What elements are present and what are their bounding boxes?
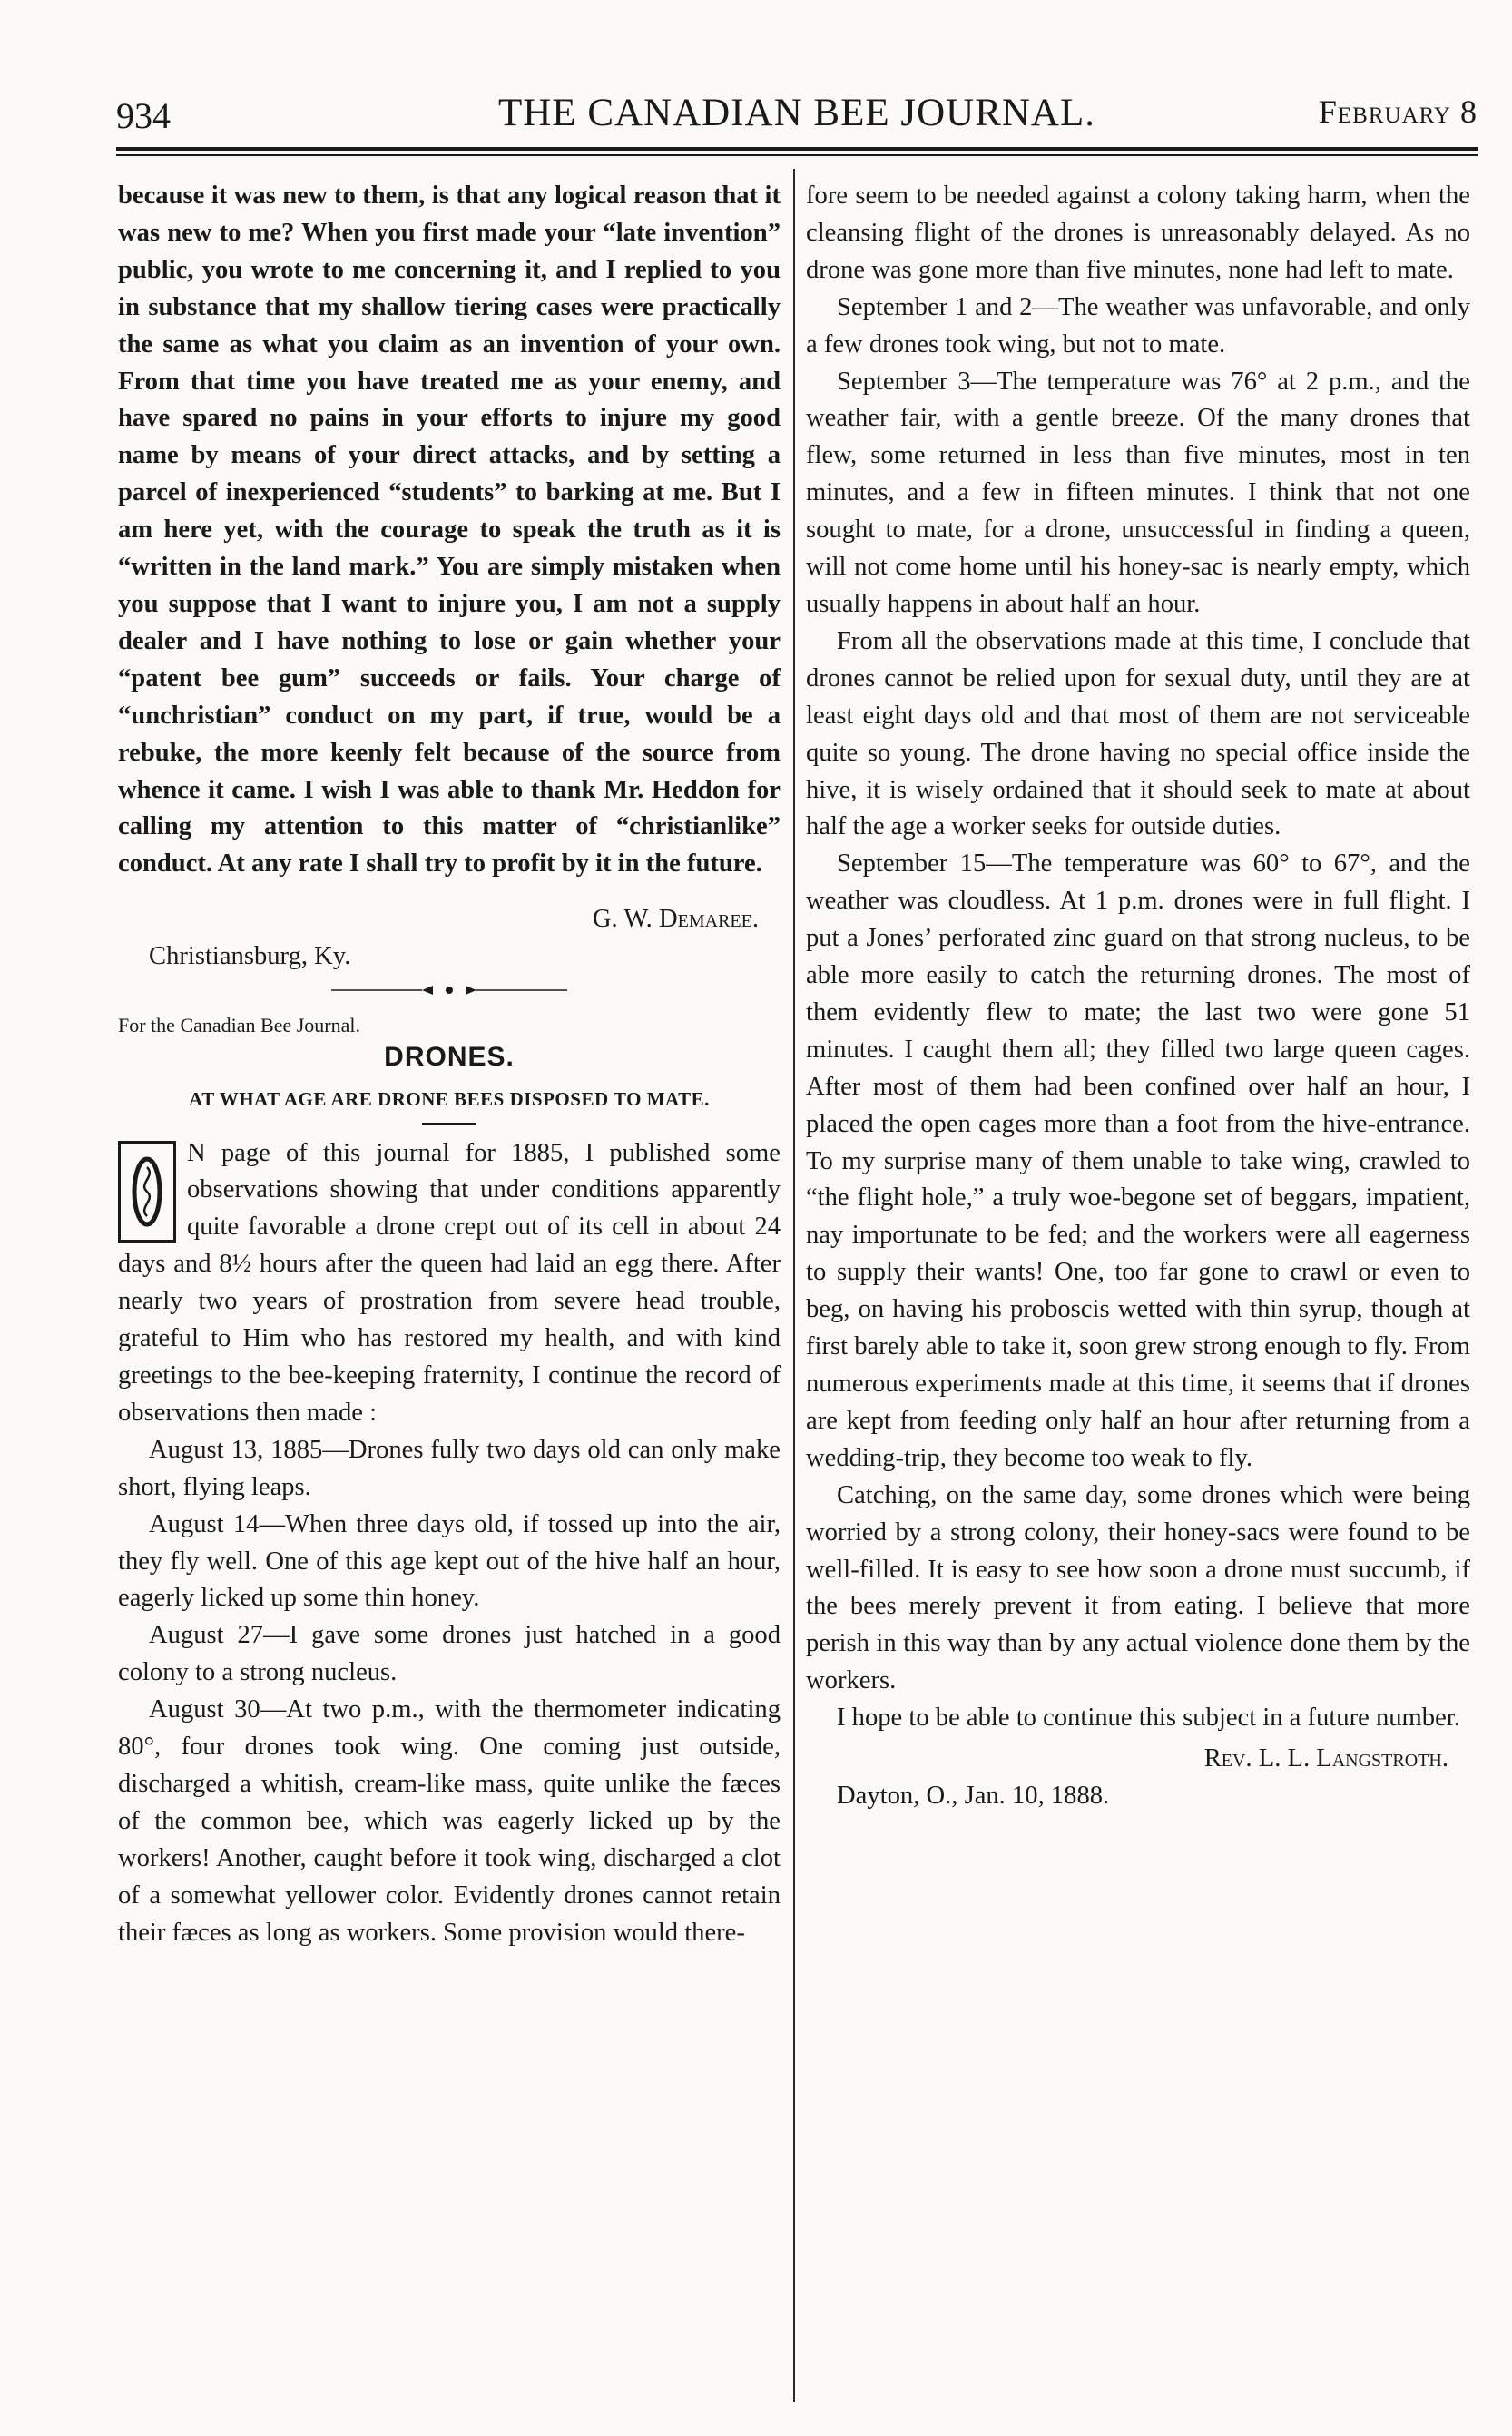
journal-title: THE CANADIAN BEE JOURNAL. [497, 92, 1095, 134]
page-number: 934 [116, 95, 171, 136]
ornamental-divider-icon [118, 976, 781, 1003]
intro-paragraph [118, 1135, 781, 1432]
conclusion-paragraph: From all the observations made at this time, I conclude that drones cannot be relied upon for sexual duty, until they are at least eight days old and that most of them are not serviceable quite so young. The drone having no special office inside the hive, it is wisely ordained that it should seek to mate at about half the age a worker seeks for outside duties. [806, 626, 1470, 841]
letter-paragraph: because it was new to them, is that any logical reason that it was new to me? When you first made your “late invention” public, you wrote to me concerning it, and I replied to you in substance that my shallow tiering cases were practically the same as what you claim as an invention of your own. From that time you have treated me as your enemy, and have spared no pains in your efforts to injure my good name by means of your direct attacks, and by setting a parcel of inexperienced “students” to barking at me. But I am here yet, with the courage to speak the truth as it is “written in the land mark.” You are simply mistaken when you suppose that I want to injure you, I am not a supply dealer and I have nothing to lose or gain whether your “patent bee gum” succeeds or fails. Your charge of “unchristian” conduct on my part, if true, would be a rebuke, the more keenly felt because of the source from whence it came. I wish I was able to thank Mr. Heddon for calling my attention to this matter of “christianlike” conduct. At any rate I shall try to profit by it in the future. [118, 182, 781, 879]
intro-text: N page of this journal for 1885, I published some observations showing that under conditions apparently quite favorable a drone crept out of its cell in about 24 days and 8½ hours after the queen had laid an egg there. After nearly two years of prostration from severe head trouble, grateful to Him who has restored my health, and with kind greetings to the bee-keeping fraternity, I continue the record of observations then made : [118, 1138, 781, 1427]
dropcap-o-ornament-icon [118, 1141, 176, 1243]
entry-sep3: September 3—The temperature was 76° at 2 p.m., and the weather fair, with a gentle breeze. Of the many drones that flew, some returned in less than five minutes, most in ten minutes, and a few in fifteen minutes. I think that not one sought to mate, for a drone, unsuccessful in finding a queen, will not come home until his honey-sac is nearly empty, which usually happens in about half an hour. [806, 367, 1470, 618]
left-column [118, 178, 781, 1951]
article-signature: Rev. L. L. Langstroth. [1203, 1744, 1448, 1773]
issue-date: February 8 [1318, 93, 1478, 130]
article-title: DRONES. [384, 1042, 515, 1073]
entry-aug27: August 27—I gave some drones just hatched in a good colony to a strong nucleus. [118, 1621, 781, 1687]
article-place-date: Dayton, O., Jan. 10, 1888. [837, 1781, 1110, 1810]
entry-sep15: September 15—The temperature was 60° to 67°, and the weather was cloudless. At 1 p.m. drones were in full flight. I put a Jones’ perforated zinc guard on that strong nucleus, to be able more easily to catch the returning drones. The most of them evidently flew to mate; the last two were gone 51 minutes. I caught them all; they filled two large queen cages. After most of them had been confined over half an hour, I placed the open cages more than a foot from the hive-entrance. To my surprise many of them unable to take wing, crawled to “the flight hole,” a truly woe-begone set of beggars, impatient, nay importunate to be fed; and the workers were all eagerness to supply their wants! One, too far gone to crawl or even to beg, on having his proboscis wetted with thin syrup, though at first barely able to take it, soon grew strong enough to fly. From numerous experiments made at this time, it seems that if drones are kept from feeding only half an hour after returning from a wedding-trip, they become too weak to fly. [806, 850, 1470, 1472]
article-subtitle: AT WHAT AGE ARE DRONE BEES DISPOSED TO MATE. [189, 1088, 710, 1111]
closing-paragraph: I hope to be able to continue this subject in a future number. [837, 1704, 1460, 1733]
header-rule-thin [116, 154, 1478, 156]
page-header [116, 87, 1478, 145]
right-column [806, 178, 1470, 1815]
source-line: For the Canadian Bee Journal. [118, 1014, 360, 1037]
catching-paragraph: Catching, on the same day, some drones which were being worried by a strong colony, their honey-sacs were found to be well-filled. It is easy to see how soon a drone must succumb, if the bees merely prevent it from eating. I believe that more perish in this way than by any actual violence done them by the workers. [806, 1480, 1470, 1695]
continuation-paragraph: fore seem to be needed against a colony taking harm, when the cleansing flight of the drones is unreasonably delayed. As no drone was gone more than five minutes, none had left to mate. [806, 182, 1470, 284]
entry-aug14: August 14—When three days old, if tossed up into the air, they fly well. One of this age kept out of the hive half an hour, eagerly licked up some thin honey. [118, 1509, 781, 1613]
header-rule-thick [116, 147, 1478, 151]
letter-place: Christiansburg, Ky. [149, 942, 351, 971]
letter-signature: G. W. Demaree. [592, 905, 759, 934]
entry-aug30: August 30—At two p.m., with the thermometer indicating 80°, four drones took wing. One coming just outside, discharged a whitish, cream-like mass, quite unlike the fæces of the common bee, which was eagerly licked up by the workers! Another, caught before it took wing, discharged a clot of a somewhat yellower color. Evidently drones cannot retain their fæces as long as workers. Some provision would there- [118, 1695, 781, 1947]
title-rule [422, 1123, 476, 1125]
column-divider [793, 169, 795, 2402]
entry-aug13: August 13, 1885—Drones fully two days old can only make short, flying leaps. [118, 1435, 781, 1501]
entry-sep1-2: September 1 and 2—The weather was unfavorable, and only a few drones took wing, but not to mate. [806, 292, 1470, 359]
